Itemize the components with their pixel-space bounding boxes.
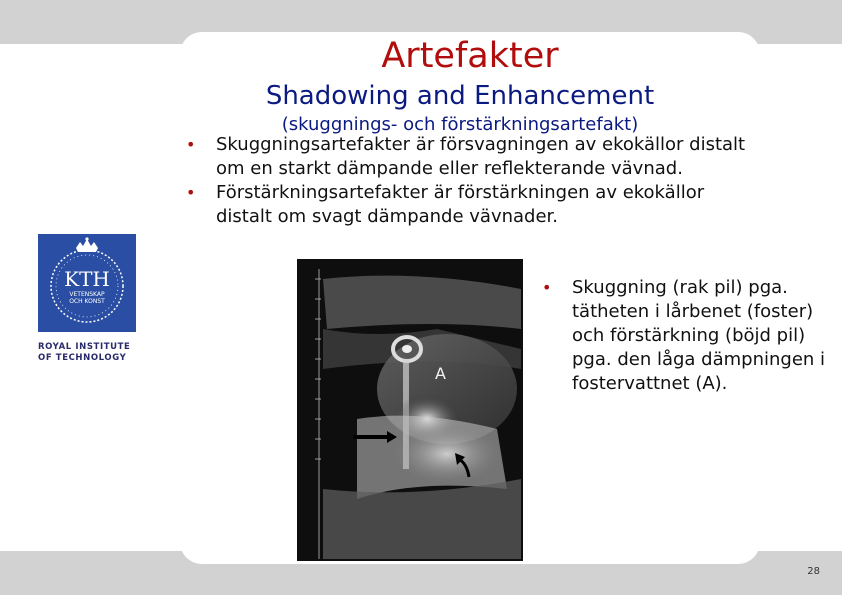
bullet-dot-icon: • — [186, 135, 196, 154]
bullet-dot-icon: • — [542, 278, 552, 297]
kth-logo — [38, 234, 136, 332]
ultrasound-scan-icon — [297, 259, 523, 561]
logo-caption-line2: OF TECHNOLOGY — [38, 353, 127, 363]
bullet-text: Förstärkningsartefakter är förstärkningen av ekokällor distalt om svagt dämpande vävnader. — [216, 182, 705, 227]
kth-logo-icon — [38, 234, 136, 332]
region-label-a: A — [435, 364, 446, 383]
slide-title: Artefakter — [381, 36, 559, 76]
logo-caption — [38, 342, 138, 364]
crown-icon — [76, 237, 98, 252]
logo-motto-line2: OCH KONST — [69, 298, 105, 305]
bullet-dot-icon: • — [186, 183, 196, 202]
logo-motto-line1: VETENSKAP — [69, 291, 105, 298]
caption-bullet-item — [542, 276, 832, 396]
caption-bullet-text: Skuggning (rak pil) pga. tätheten i lårbenet (foster) och förstärkning (böjd pil) pga. den låga dämpningen i fostervattnet (A). — [572, 277, 826, 394]
logo-caption-line1: ROYAL INSTITUTE — [38, 342, 131, 352]
bullet-item — [186, 181, 756, 229]
bullet-list — [186, 133, 756, 229]
bullet-item — [186, 133, 756, 181]
logo-kth-text: KTH — [64, 267, 110, 291]
page-number: 28 — [807, 566, 820, 577]
ultrasound-image — [297, 259, 523, 561]
bullet-text: Skuggningsartefakter är försvagningen av ekokällor distalt om en starkt dämpande eller reflekterande vävnad. — [216, 134, 746, 179]
slide-subtitle: Shadowing and Enhancement — [265, 81, 655, 111]
slide-subnote: (skuggnings- och förstärkningsartefakt) — [281, 114, 639, 135]
caption-bullet-list — [542, 276, 832, 396]
